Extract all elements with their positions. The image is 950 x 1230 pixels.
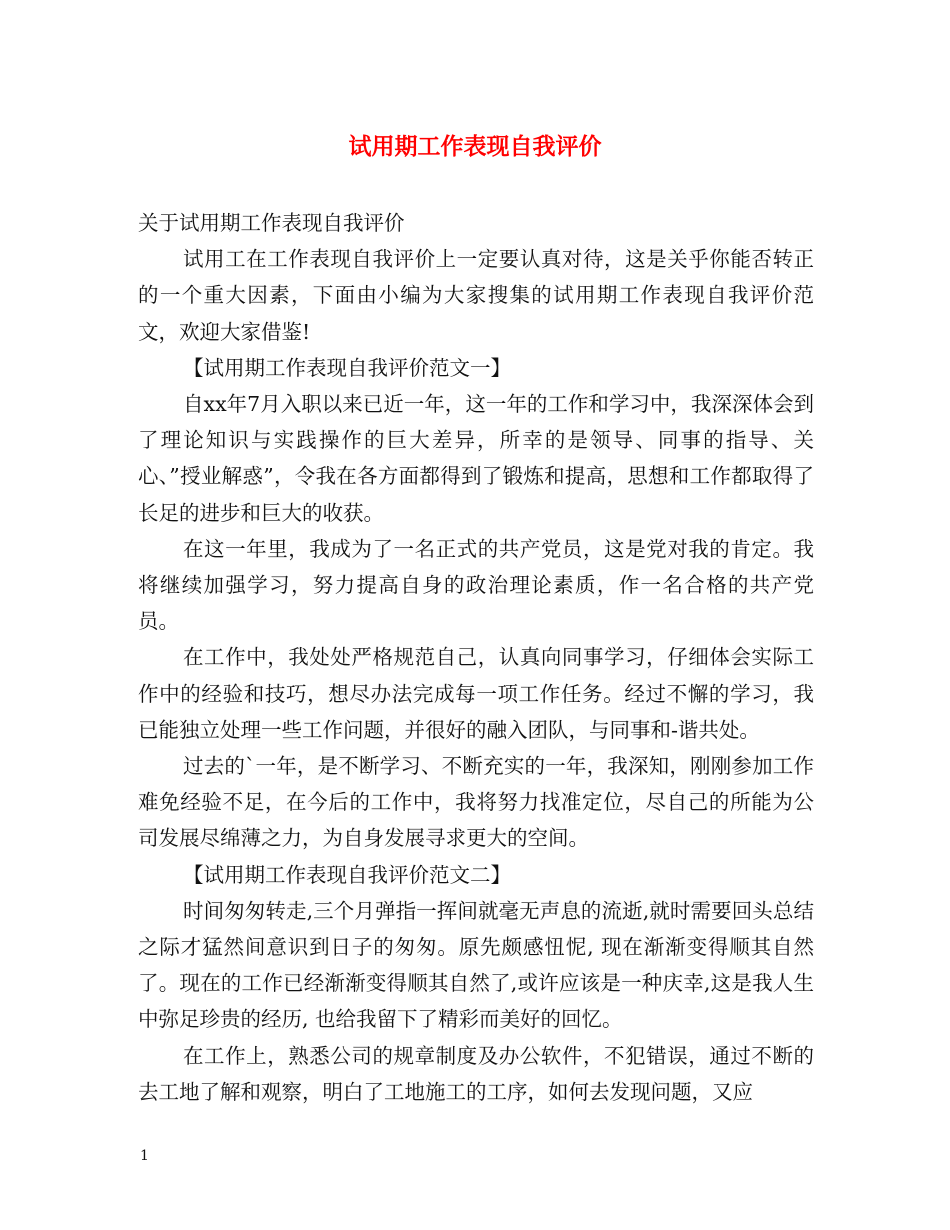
paragraph-heading: 关于试用期工作表现自我评价 — [138, 211, 405, 235]
paragraph: 在这一年里，我成为了一名正式的共产党员，这是党对我的肯定。我将继续加强学习，努力提高自身的政治理论素质，作一名合格的共产党员。 — [138, 536, 814, 634]
document-body — [138, 205, 814, 1110]
document-title: 试用期工作表现自我评价 — [348, 133, 602, 160]
paragraph: 过去的`一年，是不断学习、不断充实的一年，我深知，刚刚参加工作难免经验不足，在今后的工作中，我将努力找准定位，尽自己的所能为公司发展尽绵薄之力，为自身发展寻求更大的空间。 — [138, 754, 814, 851]
paragraph: 在工作上，熟悉公司的规章制度及办公软件，不犯错误，通过不断的去工地了解和观察，明白了工地施工的工序，如何去发现问题，又应 — [138, 1043, 814, 1104]
paragraph: 时间匆匆转走,三个月弹指一挥间就毫无声息的流逝,就时需要回头总结之际才猛然间意识到日子的匆匆。原先颇感忸怩, 现在渐渐变得顺其自然了。现在的工作已经渐渐变得顺其自然了,或许应该是一种庆幸,这是我人生中弥足珍贵的经历, 也给我留下了精彩而美好的回忆。 — [138, 898, 814, 1032]
paragraph: 在工作中，我处处严格规范自己，认真向同事学习，仔细体会实际工作中的经验和技巧，想尽办法完成每一项工作任务。经过不懈的学习，我已能独立处理一些工作问题，并很好的融入团队，与同事和-谐共处。 — [138, 645, 814, 742]
section-heading-sample-two: 【试用期工作表现自我评价范文二】 — [183, 862, 511, 887]
page-number: 1 — [140, 1148, 149, 1164]
paragraph: 自xx年7月入职以来已近一年，这一年的工作和学习中，我深深体会到了理论知识与实践操作的巨大差异，所幸的是领导、同事的指导、关心、”授业解惑”，令我在各方面都得到了锻炼和提高，思想和工作都取得了长足的进步和巨大的收获。 — [138, 392, 814, 525]
paragraph-intro: 试用工在工作表现自我评价上一定要认真对待，这是关乎你能否转正的一个重大因素，下面由小编为大家搜集的试用期工作表现自我评价范文，欢迎大家借鉴! — [138, 247, 814, 344]
section-heading-sample-one: 【试用期工作表现自我评价范文一】 — [183, 355, 511, 380]
